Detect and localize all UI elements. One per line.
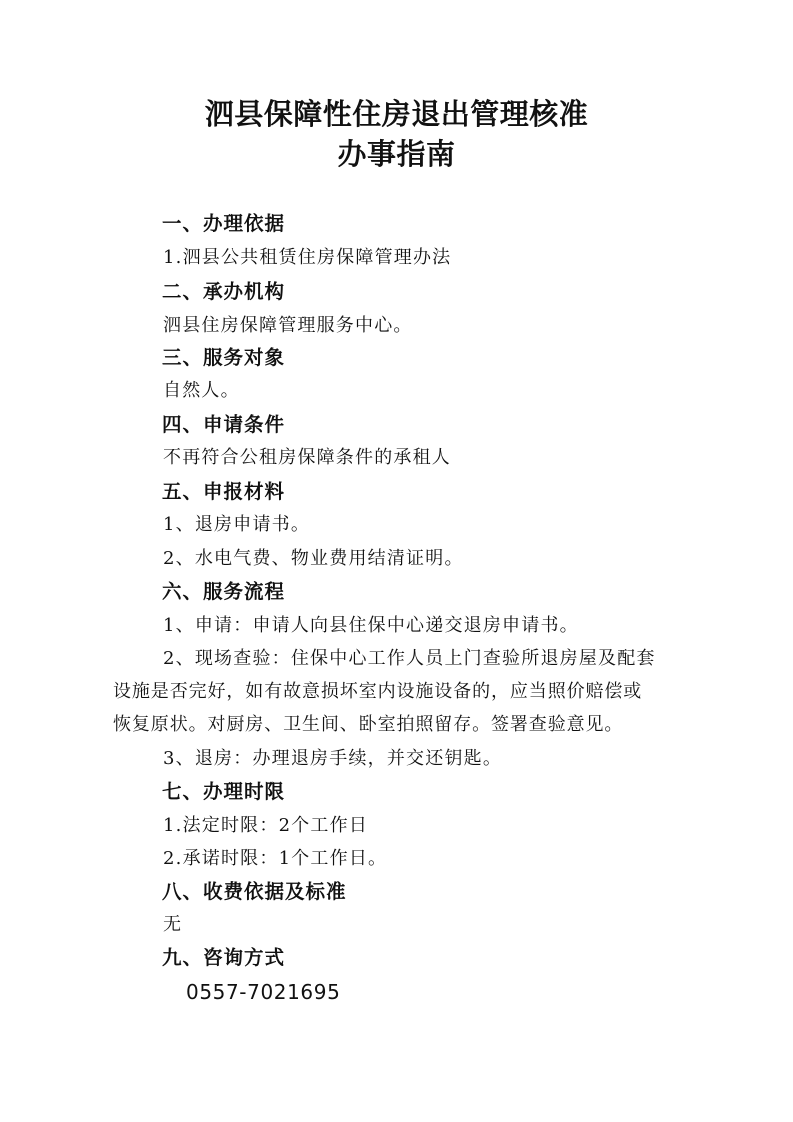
service-target-text: 自然人。 — [163, 380, 240, 401]
time-limit-promised: 2.承诺时限：1个工作日。 — [163, 848, 388, 869]
conditions-text: 不再符合公租房保障条件的承租人 — [163, 447, 451, 468]
section-heading-materials: 五、申报材料 — [162, 480, 286, 503]
document-title-line-1: 泗县保障性住房退出管理核准 — [204, 97, 589, 131]
materials-item-1: 1、退房申请书。 — [163, 514, 311, 535]
section-heading-time-limit: 七、办理时限 — [162, 780, 286, 803]
section-heading-fees: 八、收费依据及标准 — [162, 880, 347, 903]
agency-text: 泗县住房保障管理服务中心。 — [163, 315, 413, 336]
section-heading-conditions: 四、申请条件 — [162, 413, 286, 436]
process-step-1: 1、申请：申请人向县住保中心递交退房申请书。 — [163, 615, 579, 636]
process-step-2-end: 恢复原状。对厨房、卫生间、卧室拍照留存。签署查验意见。 — [113, 714, 624, 735]
process-step-2: 2、现场查验：住保中心工作人员上门查验所退房屋及配套 — [163, 648, 656, 669]
contact-phone: 0557-7021695 — [186, 980, 341, 1004]
basis-item-1: 1.泗县公共租赁住房保障管理办法 — [163, 247, 452, 268]
process-step-2-continued: 设施是否完好，如有故意损坏室内设施设备的，应当照价赔偿或 — [113, 681, 643, 702]
process-step-3: 3、退房：办理退房手续，并交还钥匙。 — [163, 748, 503, 769]
document-title-line-2: 办事指南 — [337, 137, 456, 171]
section-heading-process: 六、服务流程 — [162, 580, 286, 603]
section-heading-agency: 二、承办机构 — [162, 280, 286, 303]
time-limit-legal: 1.法定时限：2个工作日 — [163, 815, 369, 836]
section-heading-basis: 一、办理依据 — [162, 212, 286, 235]
section-heading-contact: 九、咨询方式 — [162, 946, 286, 969]
section-heading-service-target: 三、服务对象 — [162, 346, 286, 369]
fees-text: 无 — [163, 914, 183, 935]
materials-item-2: 2、水电气费、物业费用结清证明。 — [163, 548, 464, 569]
